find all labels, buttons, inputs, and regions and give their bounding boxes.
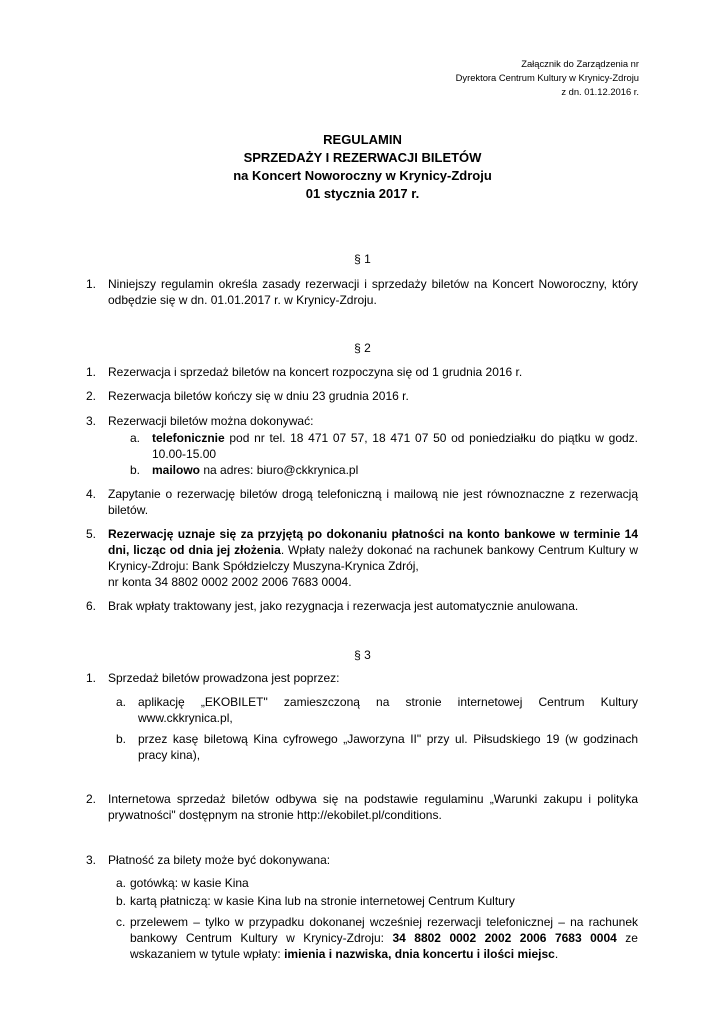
s1-item-1-text: Niniejszy regulamin określa zasady rezerwacji i sprzedaży biletów na Koncert Noworoczny, który odbędzie się w dn. 01.01.2017 r. w Krynicy-Zdroju. (108, 277, 638, 307)
document-title (0, 131, 725, 203)
s2-item-5-bold: Rezerwację uznaje się za przyjętą po dokonaniu płatności na konto bankowe w terminie 14 dni, licząc od dnia jej złożenia (108, 527, 638, 557)
s3-item-3-text: Płatność za bilety może być dokonywana: (108, 853, 331, 867)
s3-item-3c-title-info: imienia i nazwiska, dnia koncertu i ilości miejsc (284, 947, 555, 961)
s2-item-4-text: Zapytanie o rezerwację biletów drogą telefoniczną i mailową nie jest równoznaczne z rezerwacją biletów. (108, 487, 638, 517)
s3-item-3a-label: a. (116, 876, 127, 890)
s2-item-3a-bold: telefonicznie (152, 431, 225, 445)
s2-item-4 (86, 486, 638, 518)
s2-item-2-text: Rezerwacja biletów kończy się w dniu 23 grudnia 2016 r. (108, 389, 409, 403)
attachment-line-1: Załącznik do Zarządzenia nr (521, 58, 639, 69)
s3-item-1a-text: aplikację „EKOBILET" zamieszczoną na stronie internetowej Centrum Kultury www.ckkrynica.pl, (138, 695, 638, 725)
s3-item-1a (116, 694, 638, 726)
s3-item-3c-account: 34 8802 0002 2002 2006 7683 0004 (392, 931, 617, 945)
s2-item-3-number: 3. (86, 414, 97, 428)
s3-item-3a (116, 875, 638, 891)
attachment-line-3: z dn. 01.12.2016 r. (561, 86, 639, 97)
s2-item-3b-text (152, 462, 638, 478)
s3-item-1-text: Sprzedaż biletów prowadzona jest poprzez: (108, 671, 340, 685)
s2-item-1-text: Rezerwacja i sprzedaż biletów na koncert rozpoczyna się od 1 grudnia 2016 r. (108, 365, 523, 379)
s2-item-3a-text (152, 430, 638, 462)
s2-item-3b (130, 462, 638, 478)
s2-item-3 (86, 413, 638, 429)
s2-item-1-number: 1. (86, 365, 97, 379)
s3-item-1-number: 1. (86, 671, 97, 685)
s2-item-3a-rest: pod nr tel. 18 471 07 57, 18 471 07 50 od poniedziałku do piątku w godz. 10.00-15.00 (152, 431, 638, 461)
title-line-1: REGULAMIN (323, 132, 402, 147)
s2-item-6-text: Brak wpłaty traktowany jest, jako rezygnacja i rezerwacja jest automatycznie anulowana. (108, 599, 579, 613)
s3-item-3b (116, 893, 638, 909)
title-line-2: SPRZEDAŻY I REZERWACJI BILETÓW (243, 150, 482, 165)
s1-item-1 (86, 276, 638, 308)
section-2-heading: § 2 (354, 341, 371, 355)
s2-item-5-text (108, 526, 638, 590)
s2-item-5-number: 5. (86, 527, 97, 541)
s2-item-5 (86, 526, 638, 590)
s2-item-4-number: 4. (86, 487, 97, 501)
s3-item-1a-label: a. (116, 695, 127, 709)
s2-item-2-number: 2. (86, 389, 97, 403)
s3-item-3c-text-2: ze wskazaniem w tytule wpłaty: (130, 931, 638, 961)
s3-item-3c-text (130, 914, 638, 962)
s1-item-1-number: 1. (86, 277, 97, 291)
s2-item-6-number: 6. (86, 599, 97, 613)
s3-item-3c-label: c. (116, 915, 126, 929)
attachment-note (456, 57, 639, 99)
s3-item-1b-text: przez kasę biletową Kina cyfrowego „Jaworzyna II" przy ul. Piłsudskiego 19 (w godzinach pracy kina), (138, 732, 638, 762)
s3-item-3c-text-1: przelewem – tylko w przypadku dokonanej wcześniej rezerwacji telefonicznej – na rachunek bankowy Centrum Kultury w Krynicy-Zdroju: (130, 915, 638, 945)
s3-item-2-number: 2. (86, 792, 97, 806)
s3-item-1b-label: b. (116, 732, 127, 746)
section-3-heading: § 3 (354, 648, 371, 662)
s3-item-2-text: Internetowa sprzedaż biletów odbywa się na podstawie regulaminu „Warunki zakupu i polityka prywatności" dostępnym na stronie http://ekobilet.pl/conditions. (108, 792, 638, 822)
s2-item-3-text: Rezerwacji biletów można dokonywać: (108, 414, 314, 428)
s3-item-3c-text-3: . (554, 947, 559, 961)
s3-item-3b-label: b. (116, 894, 127, 908)
title-line-4: 01 stycznia 2017 r. (305, 186, 420, 201)
s3-item-3c (116, 914, 638, 962)
s2-item-6 (86, 598, 638, 614)
s3-item-2 (86, 791, 638, 823)
s3-item-3-number: 3. (86, 853, 97, 867)
s3-item-3b-text: kartą płatniczą: w kasie Kina lub na stronie internetowej Centrum Kultury (130, 894, 515, 908)
s2-item-5-account: nr konta 34 8802 0002 2002 2006 7683 0004. (108, 575, 352, 589)
s3-item-1 (86, 670, 638, 686)
title-line-3: na Koncert Noworoczny w Krynicy-Zdroju (233, 168, 492, 183)
s2-item-3a-label: a. (130, 431, 141, 445)
s3-item-1b (116, 731, 638, 763)
s2-item-2 (86, 388, 638, 404)
s2-item-3b-rest: na adres: biuro@ckkrynica.pl (200, 463, 359, 477)
section-1-heading: § 1 (354, 252, 371, 266)
attachment-line-2: Dyrektora Centrum Kultury w Krynicy-Zdroju (455, 72, 639, 83)
s3-item-3 (86, 852, 638, 868)
s2-item-5-rest: . Wpłaty należy dokonać na rachunek bankowy Centrum Kultury w Krynicy-Zdroju: Bank Spółdzielczy Muszyna-Krynica Zdrój, (108, 543, 638, 573)
s2-item-1 (86, 364, 638, 380)
s2-item-3b-bold: mailowo (152, 463, 201, 477)
s2-item-3b-label: b. (130, 463, 141, 477)
s2-item-3a (130, 430, 638, 462)
s3-item-3a-text: gotówką: w kasie Kina (130, 876, 249, 890)
